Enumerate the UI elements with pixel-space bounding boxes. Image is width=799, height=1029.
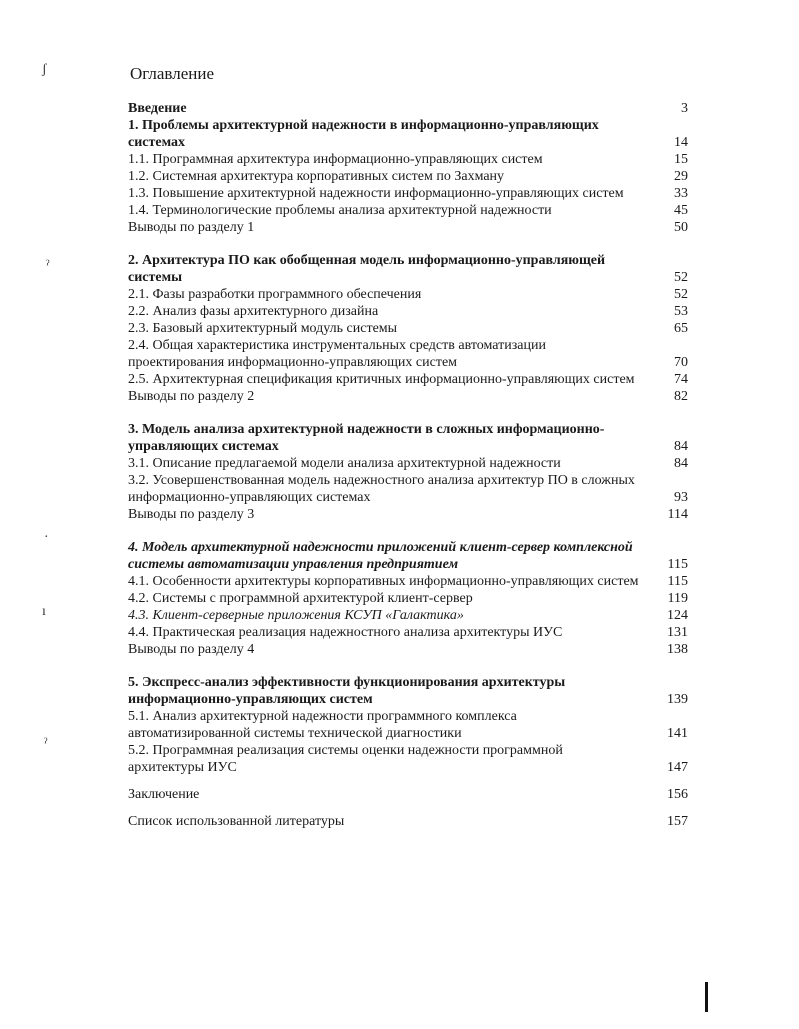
toc-entry: [128, 151, 688, 168]
toc-entry-title: 4.3. Клиент-серверные приложения КСУП «Галактика»: [128, 608, 464, 623]
toc-entry: [128, 185, 688, 202]
margin-mark: ·: [44, 530, 49, 545]
toc-entry-page: 29: [674, 169, 688, 184]
margin-mark: ˀ: [44, 736, 48, 751]
toc-entry: [128, 286, 688, 303]
toc-entry: [128, 742, 688, 776]
toc-entry-page: 156: [667, 787, 688, 802]
toc-entry-page: 84: [674, 439, 688, 454]
toc-entry-title: 4.2. Системы с программной архитектурой клиент-сервер: [128, 591, 473, 606]
toc-entry: [128, 539, 688, 573]
toc-entry: [128, 388, 688, 405]
toc-entry-title: 1. Проблемы архитектурной надежности в информационно-управляющих системах: [128, 118, 599, 150]
toc-entry: [128, 168, 688, 185]
toc-entry-title: 2.4. Общая характеристика инструментальных средств автоматизации проектирования информационно-управляющих систем: [128, 338, 546, 370]
toc-entry-page: 14: [674, 135, 688, 150]
toc-entry: [128, 786, 688, 803]
toc-entry-title: 4. Модель архитектурной надежности приложений клиент-сервер комплексной системы автоматизации управления предприятием: [128, 540, 633, 572]
toc-entry-title: Выводы по разделу 3: [128, 507, 255, 522]
toc-entry: [128, 100, 688, 117]
toc-entry-page: 74: [674, 372, 688, 387]
toc-entry: [128, 641, 688, 658]
table-of-contents: [128, 100, 688, 830]
toc-entry-page: 114: [667, 507, 688, 522]
toc-entry-title: Выводы по разделу 1: [128, 220, 255, 235]
toc-entry-page: 115: [667, 557, 688, 572]
toc-entry-page: 147: [667, 760, 688, 775]
toc-entry-page: 115: [667, 574, 688, 589]
toc-entry-page: 139: [667, 692, 688, 707]
toc-entry: [128, 590, 688, 607]
toc-entry-title: 2.5. Архитектурная спецификация критичных информационно-управляющих систем: [128, 372, 635, 387]
toc-entry-title: Выводы по разделу 2: [128, 389, 255, 404]
toc-entry: [128, 708, 688, 742]
toc-entry-page: 45: [674, 203, 688, 218]
toc-entry-page: 141: [667, 726, 688, 741]
toc-entry: [128, 252, 688, 286]
section-spacer: [128, 236, 688, 252]
toc-entry-title: 4.4. Практическая реализация надежностного анализа архитектуры ИУС: [128, 625, 563, 640]
margin-mark: ı: [42, 604, 46, 619]
toc-entry-title: 5.1. Анализ архитектурной надежности программного комплекса автоматизированной системы технической диагностики: [128, 709, 517, 741]
toc-entry-title: 1.1. Программная архитектура информационно-управляющих систем: [128, 152, 543, 167]
section-spacer: [128, 658, 688, 674]
toc-entry-title: 3.1. Описание предлагаемой модели анализа архитектурной надежности: [128, 456, 561, 471]
toc-entry: [128, 573, 688, 590]
toc-entry-title: Заключение: [128, 787, 200, 802]
toc-entry: [128, 303, 688, 320]
toc-entry-title: 2.3. Базовый архитектурный модуль системы: [128, 321, 398, 336]
toc-entry-title: 2.2. Анализ фазы архитектурного дизайна: [128, 304, 379, 319]
toc-entry-page: 93: [674, 490, 688, 505]
toc-entry-title: 2. Архитектура ПО как обобщенная модель информационно-управляющей системы: [128, 253, 606, 285]
toc-entry-page: 50: [674, 220, 688, 235]
toc-entry: [128, 371, 688, 388]
toc-entry-title: 3.2. Усовершенствованная модель надежностного анализа архитектур ПО в сложных информационно-управляющих системах: [128, 473, 635, 505]
toc-entry-page: 131: [667, 625, 688, 640]
toc-entry-title: Введение: [128, 101, 187, 116]
section-spacer: [128, 523, 688, 539]
section-spacer: [128, 405, 688, 421]
section-spacer: [128, 803, 688, 813]
section-spacer: [128, 776, 688, 786]
toc-entry-title: 5. Экспресс-анализ эффективности функционирования архитектуры информационно-управляющих систем: [128, 675, 566, 707]
toc-entry-page: 52: [674, 270, 688, 285]
toc-entry-title: 3. Модель анализа архитектурной надежности в сложных информационно-управляющих системах: [128, 422, 605, 454]
toc-entry: [128, 421, 688, 455]
toc-entry: [128, 117, 688, 151]
toc-entry-page: 124: [667, 608, 688, 623]
toc-entry-title: Выводы по разделу 4: [128, 642, 255, 657]
toc-entry-page: 157: [667, 814, 688, 829]
toc-entry: [128, 219, 688, 236]
toc-entry-page: 84: [674, 456, 688, 471]
toc-entry-title: 1.3. Повышение архитектурной надежности информационно-управляющих систем: [128, 186, 624, 201]
toc-entry-page: 3: [681, 101, 688, 116]
toc-entry: [128, 337, 688, 371]
margin-mark: ˀ: [46, 258, 50, 273]
toc-entry-page: 119: [667, 591, 688, 606]
scan-edge-mark: [705, 982, 708, 1012]
toc-entry-page: 65: [674, 321, 688, 336]
margin-mark: ʃ: [42, 62, 47, 77]
toc-entry-page: 138: [667, 642, 688, 657]
toc-entry: [128, 472, 688, 506]
toc-entry-title: 5.2. Программная реализация системы оценки надежности программной архитектуры ИУС: [128, 743, 563, 775]
toc-entry-title: 4.1. Особенности архитектуры корпоративных информационно-управляющих систем: [128, 574, 639, 589]
toc-entry-title: 2.1. Фазы разработки программного обеспечения: [128, 287, 422, 302]
toc-entry: [128, 607, 688, 624]
toc-entry-page: 52: [674, 287, 688, 302]
toc-entry: [128, 202, 688, 219]
toc-entry-page: 70: [674, 355, 688, 370]
toc-entry-title: Список использованной литературы: [128, 814, 345, 829]
toc-entry-page: 53: [674, 304, 688, 319]
toc-entry: [128, 674, 688, 708]
toc-entry: [128, 813, 688, 830]
toc-entry-page: 33: [674, 186, 688, 201]
page-title: Оглавление: [130, 64, 214, 83]
toc-entry-title: 1.4. Терминологические проблемы анализа архитектурной надежности: [128, 203, 552, 218]
toc-entry-page: 15: [674, 152, 688, 167]
toc-entry-page: 82: [674, 389, 688, 404]
toc-entry: [128, 506, 688, 523]
toc-entry: [128, 455, 688, 472]
toc-entry: [128, 624, 688, 641]
toc-entry: [128, 320, 688, 337]
toc-entry-title: 1.2. Системная архитектура корпоративных систем по Захману: [128, 169, 505, 184]
